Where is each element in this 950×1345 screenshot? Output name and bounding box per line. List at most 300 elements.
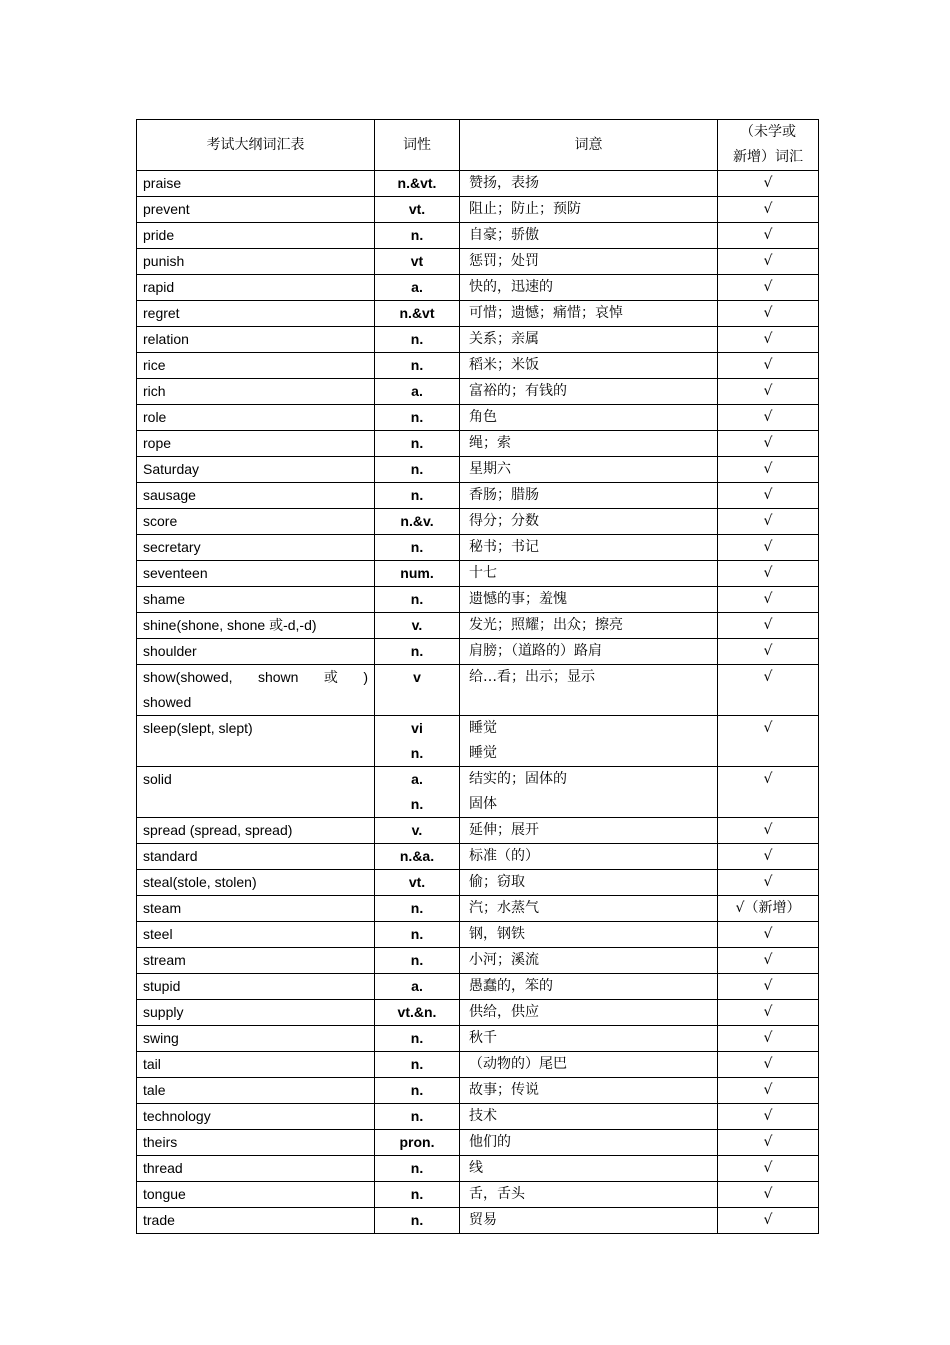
meaning-cell	[460, 1130, 718, 1156]
meaning-cell	[460, 948, 718, 974]
pos-cell	[375, 561, 460, 587]
meaning-cell-text: 得分；分数	[469, 513, 539, 529]
word-cell	[137, 587, 375, 613]
word-cell-text: standard	[143, 848, 198, 864]
word-cell	[137, 379, 375, 405]
pos-cell-text: n.	[410, 539, 424, 555]
table-row	[137, 1130, 819, 1156]
meaning-cell-text: 肩膀；（道路的）路肩	[469, 643, 602, 659]
pos-cell	[375, 171, 460, 197]
word-cell-text: sausage	[143, 487, 196, 503]
meaning-cell-text: 自豪；骄傲	[469, 227, 539, 243]
new-cell	[718, 327, 819, 353]
pos-cell	[375, 1130, 460, 1156]
table-row	[137, 870, 819, 896]
new-cell	[718, 1130, 819, 1156]
meaning-cell-text: 富裕的；有钱的	[469, 383, 567, 399]
meaning-cell-text: 偷；窃取	[469, 874, 525, 890]
new-cell	[718, 767, 819, 818]
word-cell-text: steam	[143, 900, 182, 916]
word-cell	[137, 767, 375, 818]
new-cell	[718, 379, 819, 405]
meaning-cell-text: 钢，钢铁	[469, 926, 525, 942]
word-cell	[137, 1156, 375, 1182]
table-row	[137, 844, 819, 870]
pos-cell-text: n.	[410, 952, 424, 968]
word-cell	[137, 1208, 375, 1234]
pos-cell	[375, 1182, 460, 1208]
pos-cell	[375, 639, 460, 665]
table-body	[137, 171, 819, 1234]
meaning-cell-text: 结实的；固体的	[469, 771, 567, 787]
meaning-cell-text: 绳；索	[469, 435, 511, 451]
pos-cell-text: a.	[411, 383, 423, 399]
check-mark: √	[763, 383, 773, 399]
new-cell	[718, 405, 819, 431]
word-cell-text: seventeen	[143, 565, 208, 581]
check-mark: √	[763, 409, 773, 425]
word-cell	[137, 405, 375, 431]
check-mark: √	[763, 331, 773, 347]
word-cell-text: tail	[143, 1056, 161, 1072]
word-cell-text: role	[143, 409, 167, 425]
header-word: 考试大纲词汇表	[137, 120, 375, 171]
new-cell	[718, 249, 819, 275]
check-mark: √	[763, 487, 773, 503]
meaning-cell	[460, 509, 718, 535]
table-row	[137, 639, 819, 665]
pos-cell-text: n.	[410, 643, 424, 659]
table-row	[137, 327, 819, 353]
pos-cell-text: n.	[410, 409, 424, 425]
word-cell	[137, 561, 375, 587]
word-cell	[137, 1000, 375, 1026]
meaning-cell-text: 愚蠢的，笨的	[469, 978, 553, 994]
check-mark: √	[763, 822, 773, 838]
new-cell	[718, 457, 819, 483]
new-cell	[718, 613, 819, 639]
word-cell	[137, 613, 375, 639]
table-row	[137, 1182, 819, 1208]
check-mark: √	[763, 565, 773, 581]
pos-cell-text: n.	[410, 1108, 424, 1124]
meaning-cell-text: 十七	[469, 565, 497, 581]
word-cell-text: tongue	[143, 1186, 186, 1202]
pos-cell	[375, 457, 460, 483]
pos-cell-text: n.&vt.	[397, 175, 437, 191]
meaning-cell-text: 可惜；遗憾；痛惜；哀悼	[469, 305, 623, 321]
new-cell	[718, 1104, 819, 1130]
check-mark: √（新增）	[735, 900, 801, 916]
table-row	[137, 1208, 819, 1234]
pos-cell	[375, 301, 460, 327]
check-mark: √	[763, 175, 773, 191]
pos-cell	[375, 197, 460, 223]
table-row	[137, 379, 819, 405]
table-row	[137, 171, 819, 197]
pos-cell-text: vt.	[408, 874, 426, 890]
pos-cell	[375, 483, 460, 509]
new-cell	[718, 1156, 819, 1182]
pos-cell-text: num.	[400, 565, 434, 581]
pos-cell-text: n.	[410, 331, 424, 347]
meaning-cell	[460, 896, 718, 922]
pos-cell-text: v.	[411, 822, 423, 838]
meaning-cell	[460, 457, 718, 483]
table-row	[137, 896, 819, 922]
new-cell	[718, 1052, 819, 1078]
meaning-cell	[460, 353, 718, 379]
pos-cell-text: vt.	[408, 201, 426, 217]
meaning-cell-text: 秋千	[469, 1030, 497, 1046]
word-cell	[137, 223, 375, 249]
word-cell-text: steal(stole, stolen)	[143, 874, 257, 890]
table-row	[137, 535, 819, 561]
pos-cell	[375, 922, 460, 948]
meaning-cell-text: 赞扬，表扬	[469, 175, 539, 191]
word-cell-text: rice	[143, 357, 166, 373]
check-mark: √	[763, 1030, 773, 1046]
table-row	[137, 275, 819, 301]
meaning-cell-text: 遗憾的事；羞愧	[469, 591, 567, 607]
pos-cell-text: n.	[410, 591, 424, 607]
word-cell-text: prevent	[143, 201, 190, 217]
check-mark: √	[763, 435, 773, 451]
word-cell-text: steel	[143, 926, 173, 942]
new-cell	[718, 1078, 819, 1104]
word-cell	[137, 509, 375, 535]
new-cell	[718, 1000, 819, 1026]
header-new	[718, 120, 819, 171]
word-cell	[137, 249, 375, 275]
table-row	[137, 1026, 819, 1052]
meaning-cell-text: 汽；水蒸气	[469, 900, 539, 916]
word-cell-text: showed	[143, 694, 192, 710]
pos-cell-text: n.&a.	[399, 848, 435, 864]
word-cell	[137, 974, 375, 1000]
word-cell	[137, 1130, 375, 1156]
table-row	[137, 1052, 819, 1078]
word-cell-text: stupid	[143, 978, 181, 994]
meaning-cell-text: 给…看；出示；显示	[469, 669, 595, 685]
meaning-cell	[460, 1104, 718, 1130]
new-cell	[718, 301, 819, 327]
word-cell	[137, 275, 375, 301]
pos-cell	[375, 379, 460, 405]
pos-cell-text: n.	[410, 357, 424, 373]
new-cell	[718, 431, 819, 457]
meaning-cell	[460, 1156, 718, 1182]
table-row	[137, 197, 819, 223]
table-row	[137, 587, 819, 613]
meaning-cell	[460, 974, 718, 1000]
meaning-cell	[460, 197, 718, 223]
word-cell	[137, 301, 375, 327]
meaning-cell-text: 舌，舌头	[469, 1186, 525, 1202]
meaning-cell-text: 故事；传说	[469, 1082, 539, 1098]
new-cell	[718, 948, 819, 974]
word-cell-text: show(showed, shown 或 )	[143, 669, 368, 685]
pos-cell-text: n.	[410, 1082, 424, 1098]
meaning-cell	[460, 665, 718, 716]
meaning-cell	[460, 275, 718, 301]
table-row	[137, 948, 819, 974]
header-pos: 词性	[375, 120, 460, 171]
new-cell	[718, 639, 819, 665]
new-cell	[718, 483, 819, 509]
check-mark: √	[763, 1108, 773, 1124]
pos-cell	[375, 275, 460, 301]
meaning-cell	[460, 587, 718, 613]
pos-cell	[375, 509, 460, 535]
table-row	[137, 353, 819, 379]
table-row	[137, 509, 819, 535]
pos-cell-text: n.	[410, 1030, 424, 1046]
word-cell	[137, 1026, 375, 1052]
word-cell	[137, 431, 375, 457]
table-row	[137, 974, 819, 1000]
check-mark: √	[763, 1186, 773, 1202]
word-cell-text: theirs	[143, 1134, 178, 1150]
table-row	[137, 483, 819, 509]
pos-cell-text: n.	[410, 435, 424, 451]
meaning-cell	[460, 870, 718, 896]
vocabulary-table	[136, 119, 819, 1234]
pos-cell	[375, 327, 460, 353]
meaning-cell	[460, 1078, 718, 1104]
meaning-cell-text: 快的，迅速的	[469, 279, 553, 295]
pos-cell	[375, 1208, 460, 1234]
meaning-cell-text: 固体	[469, 796, 497, 812]
check-mark: √	[763, 513, 773, 529]
check-mark: √	[763, 874, 773, 890]
pos-cell-text: n.	[410, 1212, 424, 1228]
new-cell	[718, 1208, 819, 1234]
word-cell-text: spread (spread, spread)	[143, 822, 293, 838]
pos-cell-text: pron.	[399, 1134, 435, 1150]
meaning-cell	[460, 1052, 718, 1078]
word-cell	[137, 896, 375, 922]
pos-cell	[375, 1078, 460, 1104]
meaning-cell	[460, 613, 718, 639]
word-cell-text: shine(shone, shone 或-d,-d)	[143, 617, 317, 633]
word-cell	[137, 1104, 375, 1130]
word-cell-text: relation	[143, 331, 189, 347]
header-meaning: 词意	[460, 120, 718, 171]
word-cell-text: shoulder	[143, 643, 197, 659]
meaning-cell	[460, 1182, 718, 1208]
new-cell	[718, 870, 819, 896]
meaning-cell-text: 标准（的）	[469, 848, 539, 864]
meaning-cell	[460, 327, 718, 353]
pos-cell-text: n.	[410, 796, 424, 812]
meaning-cell	[460, 561, 718, 587]
meaning-cell-text: 稻米；米饭	[469, 357, 539, 373]
word-cell	[137, 922, 375, 948]
word-cell	[137, 665, 375, 716]
check-mark: √	[763, 771, 773, 787]
pos-cell	[375, 1052, 460, 1078]
word-cell-text: stream	[143, 952, 186, 968]
meaning-cell	[460, 249, 718, 275]
table-row	[137, 223, 819, 249]
table-row	[137, 716, 819, 767]
meaning-cell	[460, 922, 718, 948]
new-cell	[718, 844, 819, 870]
word-cell-text: sleep(slept, slept)	[143, 720, 253, 736]
pos-cell	[375, 974, 460, 1000]
pos-cell	[375, 613, 460, 639]
word-cell-text: rope	[143, 435, 172, 451]
meaning-cell-text: 他们的	[469, 1134, 511, 1150]
new-cell	[718, 171, 819, 197]
pos-cell	[375, 223, 460, 249]
word-cell-text: Saturday	[143, 461, 200, 477]
check-mark: √	[763, 720, 773, 736]
check-mark: √	[763, 539, 773, 555]
check-mark: √	[763, 1134, 773, 1150]
check-mark: √	[763, 617, 773, 633]
word-cell	[137, 353, 375, 379]
pos-cell-text: a.	[411, 978, 423, 994]
check-mark: √	[763, 1082, 773, 1098]
word-cell	[137, 948, 375, 974]
word-cell	[137, 1052, 375, 1078]
word-cell	[137, 535, 375, 561]
check-mark: √	[763, 669, 773, 685]
meaning-cell-text: 供给，供应	[469, 1004, 539, 1020]
pos-cell	[375, 1000, 460, 1026]
meaning-cell	[460, 379, 718, 405]
word-cell	[137, 197, 375, 223]
word-cell-text: swing	[143, 1030, 179, 1046]
check-mark: √	[763, 978, 773, 994]
pos-cell	[375, 844, 460, 870]
pos-cell	[375, 818, 460, 844]
pos-cell-text: v	[413, 669, 421, 685]
meaning-cell	[460, 171, 718, 197]
pos-cell-text: n.	[410, 1160, 424, 1176]
word-cell-text: pride	[143, 227, 175, 243]
table-row	[137, 1000, 819, 1026]
meaning-cell-text: 睡觉	[469, 720, 497, 736]
check-mark: √	[763, 643, 773, 659]
new-cell	[718, 922, 819, 948]
word-cell-text: regret	[143, 305, 180, 321]
meaning-cell	[460, 844, 718, 870]
check-mark: √	[763, 279, 773, 295]
meaning-cell-text: 星期六	[469, 461, 511, 477]
check-mark: √	[763, 201, 773, 217]
new-cell	[718, 353, 819, 379]
check-mark: √	[763, 1160, 773, 1176]
word-cell-text: rich	[143, 383, 166, 399]
table-row	[137, 767, 819, 818]
meaning-cell-text: 惩罚；处罚	[469, 253, 539, 269]
meaning-cell-text: 睡觉	[469, 745, 497, 761]
pos-cell-text: n.	[410, 487, 424, 503]
pos-cell-text: n.	[410, 1186, 424, 1202]
pos-cell	[375, 249, 460, 275]
meaning-cell	[460, 405, 718, 431]
table-row	[137, 249, 819, 275]
check-mark: √	[763, 848, 773, 864]
table-row	[137, 457, 819, 483]
new-cell	[718, 665, 819, 716]
word-cell-text: supply	[143, 1004, 184, 1020]
check-mark: √	[763, 1212, 773, 1228]
meaning-cell-text: 秘书；书记	[469, 539, 539, 555]
pos-cell-text: n.	[410, 900, 424, 916]
meaning-cell-text: 关系；亲属	[469, 331, 539, 347]
word-cell-text: punish	[143, 253, 185, 269]
new-cell	[718, 1026, 819, 1052]
check-mark: √	[763, 926, 773, 942]
meaning-cell	[460, 535, 718, 561]
new-cell	[718, 896, 819, 922]
check-mark: √	[763, 1056, 773, 1072]
table-row	[137, 1104, 819, 1130]
pos-cell	[375, 870, 460, 896]
table-row	[137, 405, 819, 431]
check-mark: √	[763, 253, 773, 269]
word-cell-text: shame	[143, 591, 186, 607]
meaning-cell	[460, 767, 718, 818]
pos-cell	[375, 716, 460, 767]
table-row	[137, 431, 819, 457]
pos-cell-text: v.	[411, 617, 423, 633]
meaning-cell	[460, 223, 718, 249]
pos-cell	[375, 665, 460, 716]
word-cell-text: rapid	[143, 279, 175, 295]
word-cell-text: praise	[143, 175, 182, 191]
word-cell-text: technology	[143, 1108, 211, 1124]
meaning-cell	[460, 1026, 718, 1052]
pos-cell	[375, 1026, 460, 1052]
table-row	[137, 613, 819, 639]
word-cell	[137, 327, 375, 353]
check-mark: √	[763, 952, 773, 968]
pos-cell	[375, 353, 460, 379]
pos-cell-text: a.	[411, 771, 423, 787]
new-cell	[718, 275, 819, 301]
new-cell	[718, 561, 819, 587]
check-mark: √	[763, 227, 773, 243]
new-cell	[718, 535, 819, 561]
meaning-cell-text: 延伸；展开	[469, 822, 539, 838]
word-cell	[137, 716, 375, 767]
word-cell	[137, 844, 375, 870]
new-cell	[718, 587, 819, 613]
meaning-cell-text: （动物的）尾巴	[469, 1056, 567, 1072]
table-row	[137, 818, 819, 844]
meaning-cell	[460, 818, 718, 844]
pos-cell	[375, 587, 460, 613]
pos-cell-text: n.	[410, 926, 424, 942]
table-row	[137, 922, 819, 948]
meaning-cell-text: 技术	[469, 1108, 497, 1124]
pos-cell	[375, 405, 460, 431]
pos-cell-text: n.&v.	[400, 513, 434, 529]
word-cell-text: solid	[143, 771, 172, 787]
meaning-cell	[460, 301, 718, 327]
table-header-row	[137, 120, 819, 171]
pos-cell-text: n.	[410, 461, 424, 477]
table-row	[137, 561, 819, 587]
check-mark: √	[763, 1004, 773, 1020]
pos-cell-text: vi	[411, 720, 423, 736]
new-cell	[718, 818, 819, 844]
